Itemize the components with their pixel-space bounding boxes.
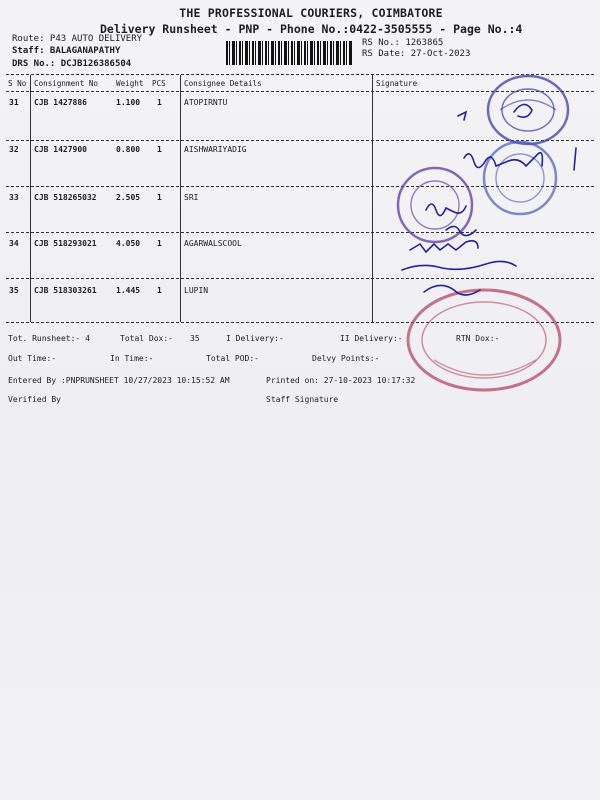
row-consignee: LUPIN [184, 286, 209, 295]
col-header-weight: Weight [116, 79, 144, 88]
total-dox-value: 35 [190, 334, 200, 343]
column-divider [180, 75, 181, 322]
row-consignment: CJB 1427900 [34, 145, 87, 154]
row-consignee: SRI [184, 193, 199, 202]
row-sno: 32 [9, 145, 19, 154]
company-name: THE PROFESSIONAL COURIERS, COIMBATORE [179, 6, 443, 20]
company-stamp-icon [488, 76, 568, 144]
prints-stamp-icon [398, 168, 472, 242]
row-pcs: 1 [157, 286, 162, 295]
col-header-sno: S No [8, 79, 27, 88]
row-consignee: AGARWALSCOOL [184, 239, 242, 248]
staff-signature: Staff Signature [266, 395, 339, 404]
entered-by: Entered By :PNPRUNSHEET 10/27/2023 10:15:52 AM [8, 376, 230, 385]
row-weight: 4.050 [116, 239, 141, 248]
row-pcs: 1 [157, 98, 162, 107]
row-consignee: ATOPIRNTU [184, 98, 228, 107]
rs-date: RS Date: 27-Oct-2023 [362, 49, 471, 59]
col-header-signature: Signature [376, 79, 418, 88]
row-consignment: CJB 1427886 [34, 98, 87, 107]
column-divider [30, 75, 31, 322]
row-sno: 34 [9, 239, 19, 248]
ii-delivery: II Delivery:- [340, 334, 403, 343]
total-pod: Total POD:- [206, 354, 259, 363]
row-consignee: AISHWARIYADIG [184, 145, 247, 154]
row-pcs: 1 [157, 239, 162, 248]
drs-number: DRS No.: DCJB126386504 [12, 59, 132, 69]
column-divider [372, 75, 373, 322]
row-sno: 33 [9, 193, 19, 202]
row-weight: 2.505 [116, 193, 141, 202]
row-consignment: CJB 518303261 [34, 286, 97, 295]
row-pcs: 1 [157, 193, 162, 202]
row-consignment: CJB 518265032 [34, 193, 97, 202]
total-dox-label: Total Dox:- [120, 334, 173, 343]
col-header-pcs: PCS [152, 79, 166, 88]
runsheet-title: Delivery Runsheet - PNP - Phone No.:0422-3505555 - Page No.:4 [100, 22, 523, 36]
i-delivery: I Delivery:- [226, 334, 284, 343]
row-weight: 1.100 [116, 98, 141, 107]
row-sno: 35 [9, 286, 19, 295]
barcode [226, 41, 352, 65]
col-header-consignee: Consignee Details [184, 79, 262, 88]
rs-number: RS No.: 1263865 [362, 38, 444, 48]
row-weight: 1.445 [116, 286, 141, 295]
row-sno: 31 [9, 98, 19, 107]
digital-services-stamp-icon [484, 142, 556, 214]
verified-by: Verified By [8, 395, 61, 404]
stamps-and-signatures [380, 60, 595, 400]
row-weight: 0.800 [116, 145, 141, 154]
in-time: In Time:- [110, 354, 154, 363]
row-consignment: CJB 518293021 [34, 239, 97, 248]
tot-runsheet: Tot. Runsheet:- 4 [8, 334, 90, 343]
staff-line: Staff: BALAGANAPATHY [12, 46, 121, 56]
delvy-points: Delvy Points:- [312, 354, 380, 363]
row-pcs: 1 [157, 145, 162, 154]
lupin-received-stamp-icon [408, 290, 560, 390]
rtn-dox: RTN Dox:- [456, 334, 500, 343]
out-time: Out Time:- [8, 354, 57, 363]
printed-on: Printed on: 27-10-2023 10:17:32 [266, 376, 416, 385]
col-header-consignment: Consignment No [34, 79, 99, 88]
route-line: Route: P43 AUTO DELIVERY [12, 34, 143, 44]
